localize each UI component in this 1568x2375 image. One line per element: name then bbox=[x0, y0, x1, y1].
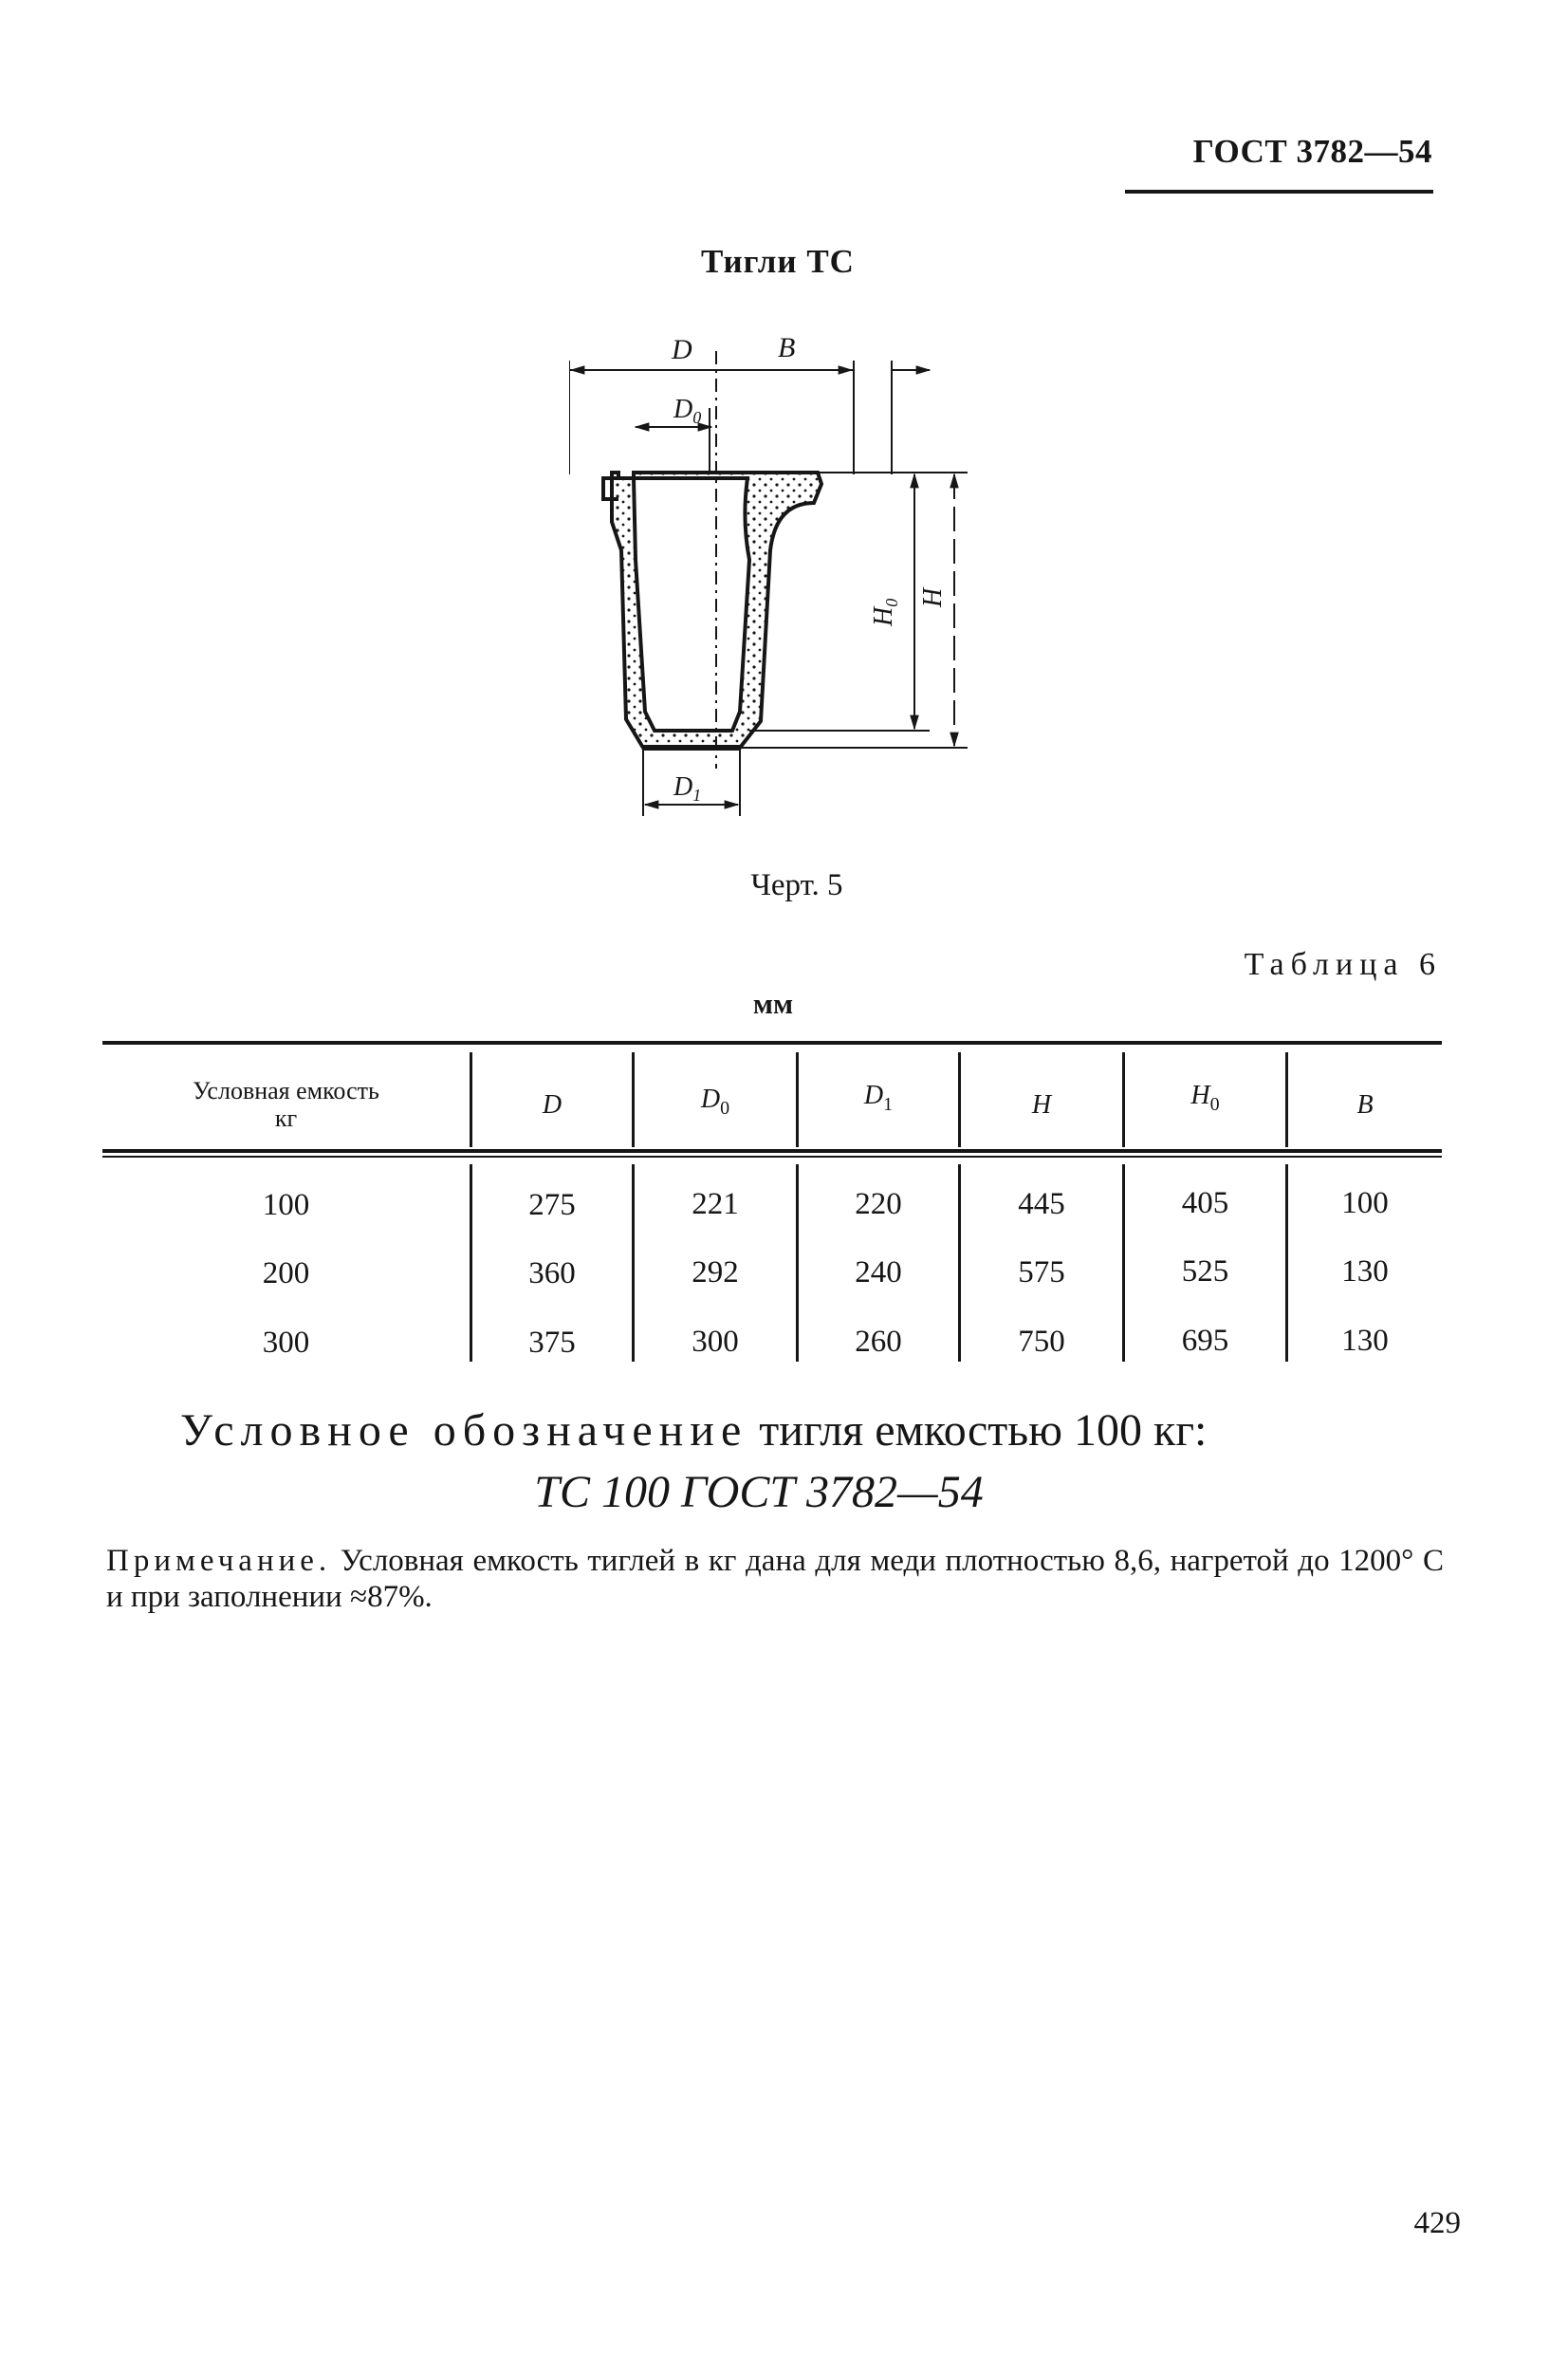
table-cell: 100 bbox=[1341, 1186, 1389, 1220]
header-rule bbox=[1125, 190, 1433, 194]
table-cell: 360 bbox=[528, 1256, 576, 1290]
table-cell: 240 bbox=[855, 1255, 902, 1290]
header-col-d0: $D_0$ bbox=[700, 1085, 730, 1119]
figure-caption: Черт. 5 bbox=[750, 868, 843, 902]
figure-title: Тигли ТС bbox=[701, 243, 855, 280]
header-col-h: H bbox=[1031, 1090, 1052, 1120]
crucible-cavity bbox=[634, 478, 749, 731]
table-cell: 221 bbox=[692, 1187, 739, 1221]
table-cell: 220 bbox=[855, 1187, 902, 1221]
dim-label-d0: $D_0$ bbox=[673, 395, 702, 427]
header-col-h0: $H_0$ bbox=[1190, 1081, 1220, 1115]
header-col-d1: $D_1$ bbox=[863, 1081, 894, 1115]
page-number: 429 bbox=[1413, 2206, 1461, 2240]
dim-label-h0: $H_0$ bbox=[869, 598, 901, 626]
table-cell: 292 bbox=[692, 1255, 739, 1290]
header-col-d: D bbox=[542, 1090, 563, 1120]
table-caption: Таблица 6 bbox=[1244, 947, 1442, 982]
dim-label-h: H bbox=[918, 587, 948, 607]
header-col-b: B bbox=[1356, 1090, 1374, 1120]
dimensions-table bbox=[102, 1041, 1442, 1364]
designation-heading: Условное обозначение тигля емкостью 100 кг: bbox=[180, 1405, 1208, 1456]
table-cell: 300 bbox=[692, 1325, 739, 1359]
table-cell: 200 bbox=[262, 1256, 310, 1290]
table-cell: 695 bbox=[1181, 1324, 1229, 1358]
table-header-rule-thin bbox=[102, 1156, 1442, 1158]
table-cell: 445 bbox=[1018, 1187, 1065, 1221]
table-cell: 100 bbox=[262, 1188, 310, 1222]
table-cell: 130 bbox=[1341, 1254, 1389, 1289]
table-top-rule bbox=[102, 1041, 1442, 1045]
standard-code: ГОСТ 3782—54 bbox=[1192, 133, 1432, 170]
table-cell: 750 bbox=[1018, 1325, 1065, 1359]
header-capacity: Условная емкость кг bbox=[193, 1077, 379, 1132]
table-cell: 130 bbox=[1341, 1324, 1389, 1358]
table-cell: 260 bbox=[855, 1325, 902, 1359]
note: Примечание. Условная емкость тиглей в кг дана для меди плотностью 8,6, нагретой до 1200° С и при заполнении ≈87%. bbox=[106, 1544, 1444, 1614]
table-units: мм bbox=[752, 987, 794, 1020]
designation-example: ТС 100 ГОСТ 3782—54 bbox=[534, 1467, 984, 1517]
dim-label-b: B bbox=[778, 332, 796, 363]
crucible-drawing bbox=[569, 323, 987, 835]
table-cell: 525 bbox=[1181, 1254, 1229, 1289]
dim-label-d1: $D_1$ bbox=[673, 772, 702, 805]
table-header-rule bbox=[102, 1149, 1442, 1153]
table-cell: 575 bbox=[1018, 1255, 1065, 1290]
table-cell: 405 bbox=[1181, 1186, 1229, 1220]
table-cell: 300 bbox=[262, 1326, 310, 1360]
table-cell: 375 bbox=[528, 1326, 576, 1360]
table-cell: 275 bbox=[528, 1188, 576, 1222]
dim-label-d: D bbox=[672, 334, 692, 365]
